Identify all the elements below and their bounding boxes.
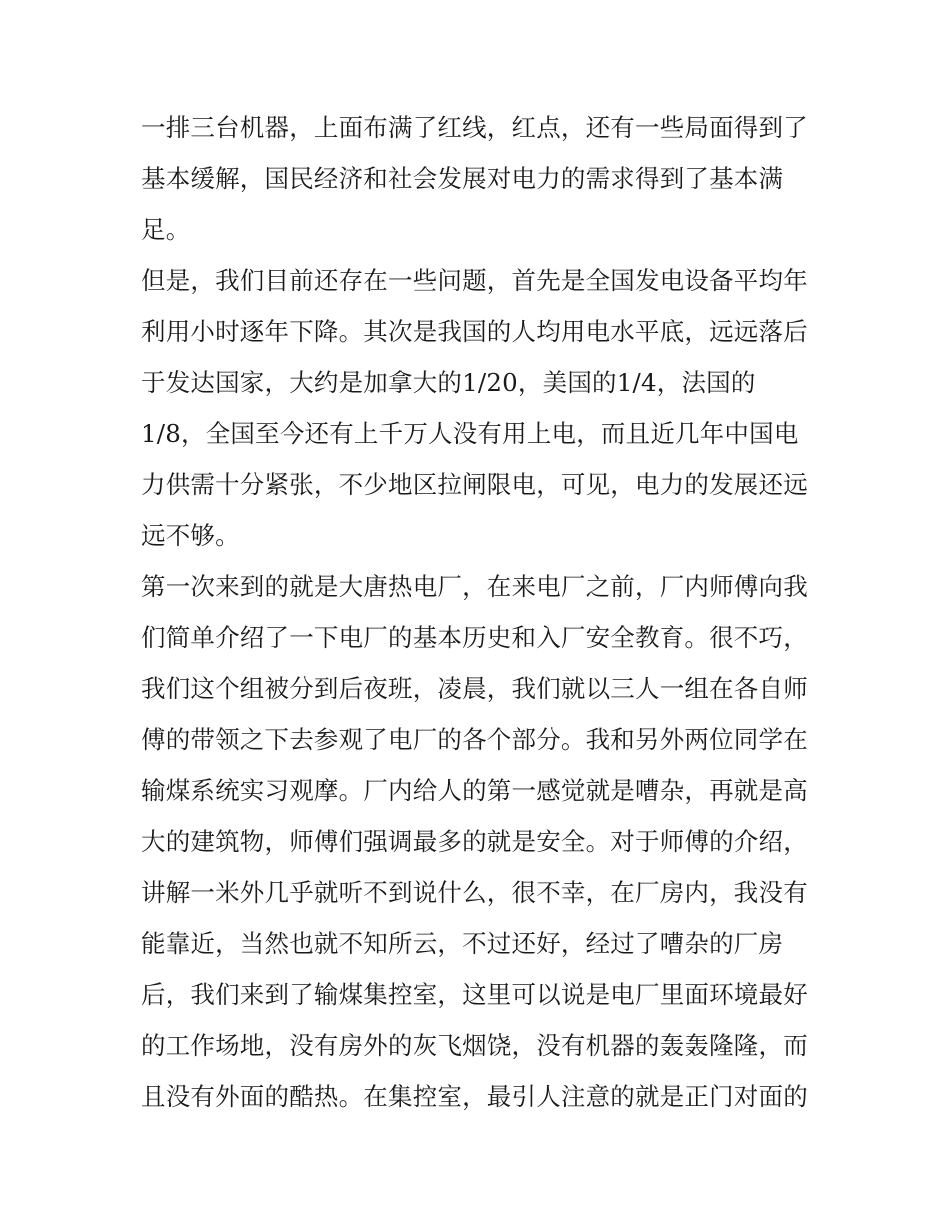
text-line: 大的建筑物，师傅们强调最多的就是安全。对于师傅的介绍，: [141, 827, 808, 856]
text-line: 足。: [141, 215, 191, 244]
text-line: 我们这个组被分到后夜班，凌晨，我们就以三人一组在各自师: [141, 674, 808, 703]
text-line: 一排三台机器，上面布满了红线，红点，还有一些局面得到了: [141, 113, 808, 142]
text-line: 们简单介绍了一下电厂的基本历史和入厂安全教育。很不巧，: [141, 623, 808, 652]
text-line: 力供需十分紧张，不少地区拉闸限电，可见，电力的发展还远: [141, 470, 808, 499]
text-line: 但是，我们目前还存在一些问题，首先是全国发电设备平均年: [141, 266, 808, 295]
text-line: 讲解一米外几乎就听不到说什么，很不幸，在厂房内，我没有: [141, 878, 808, 907]
text-line: 后，我们来到了输煤集控室，这里可以说是电厂里面环境最好: [141, 980, 808, 1009]
text-line: 的工作场地，没有房外的灰飞烟饶，没有机器的轰轰隆隆，而: [141, 1031, 808, 1060]
text-line: 输煤系统实习观摩。厂内给人的第一感觉就是嘈杂，再就是高: [141, 776, 808, 805]
text-line: 能靠近，当然也就不知所云，不过还好，经过了嘈杂的厂房: [141, 929, 784, 958]
text-line: 基本缓解，国民经济和社会发展对电力的需求得到了基本满: [141, 164, 784, 193]
text-line: 第一次来到的就是大唐热电厂，在来电厂之前，厂内师傅向我: [141, 572, 808, 601]
text-line: 且没有外面的酷热。在集控室，最引人注意的就是正门对面的: [141, 1082, 808, 1111]
text-line: 利用小时逐年下降。其次是我国的人均用电水平底，远远落后: [141, 317, 808, 346]
text-line: 于发达国家，大约是加拿大的1/20，美国的1/4，法国的: [141, 368, 756, 397]
text-line: 傅的带领之下去参观了电厂的各个部分。我和另外两位同学在: [141, 725, 808, 754]
text-line: 远不够。: [141, 521, 240, 550]
text-line: 1/8，全国至今还有上千万人没有用上电，而且近几年中国电: [141, 419, 799, 448]
